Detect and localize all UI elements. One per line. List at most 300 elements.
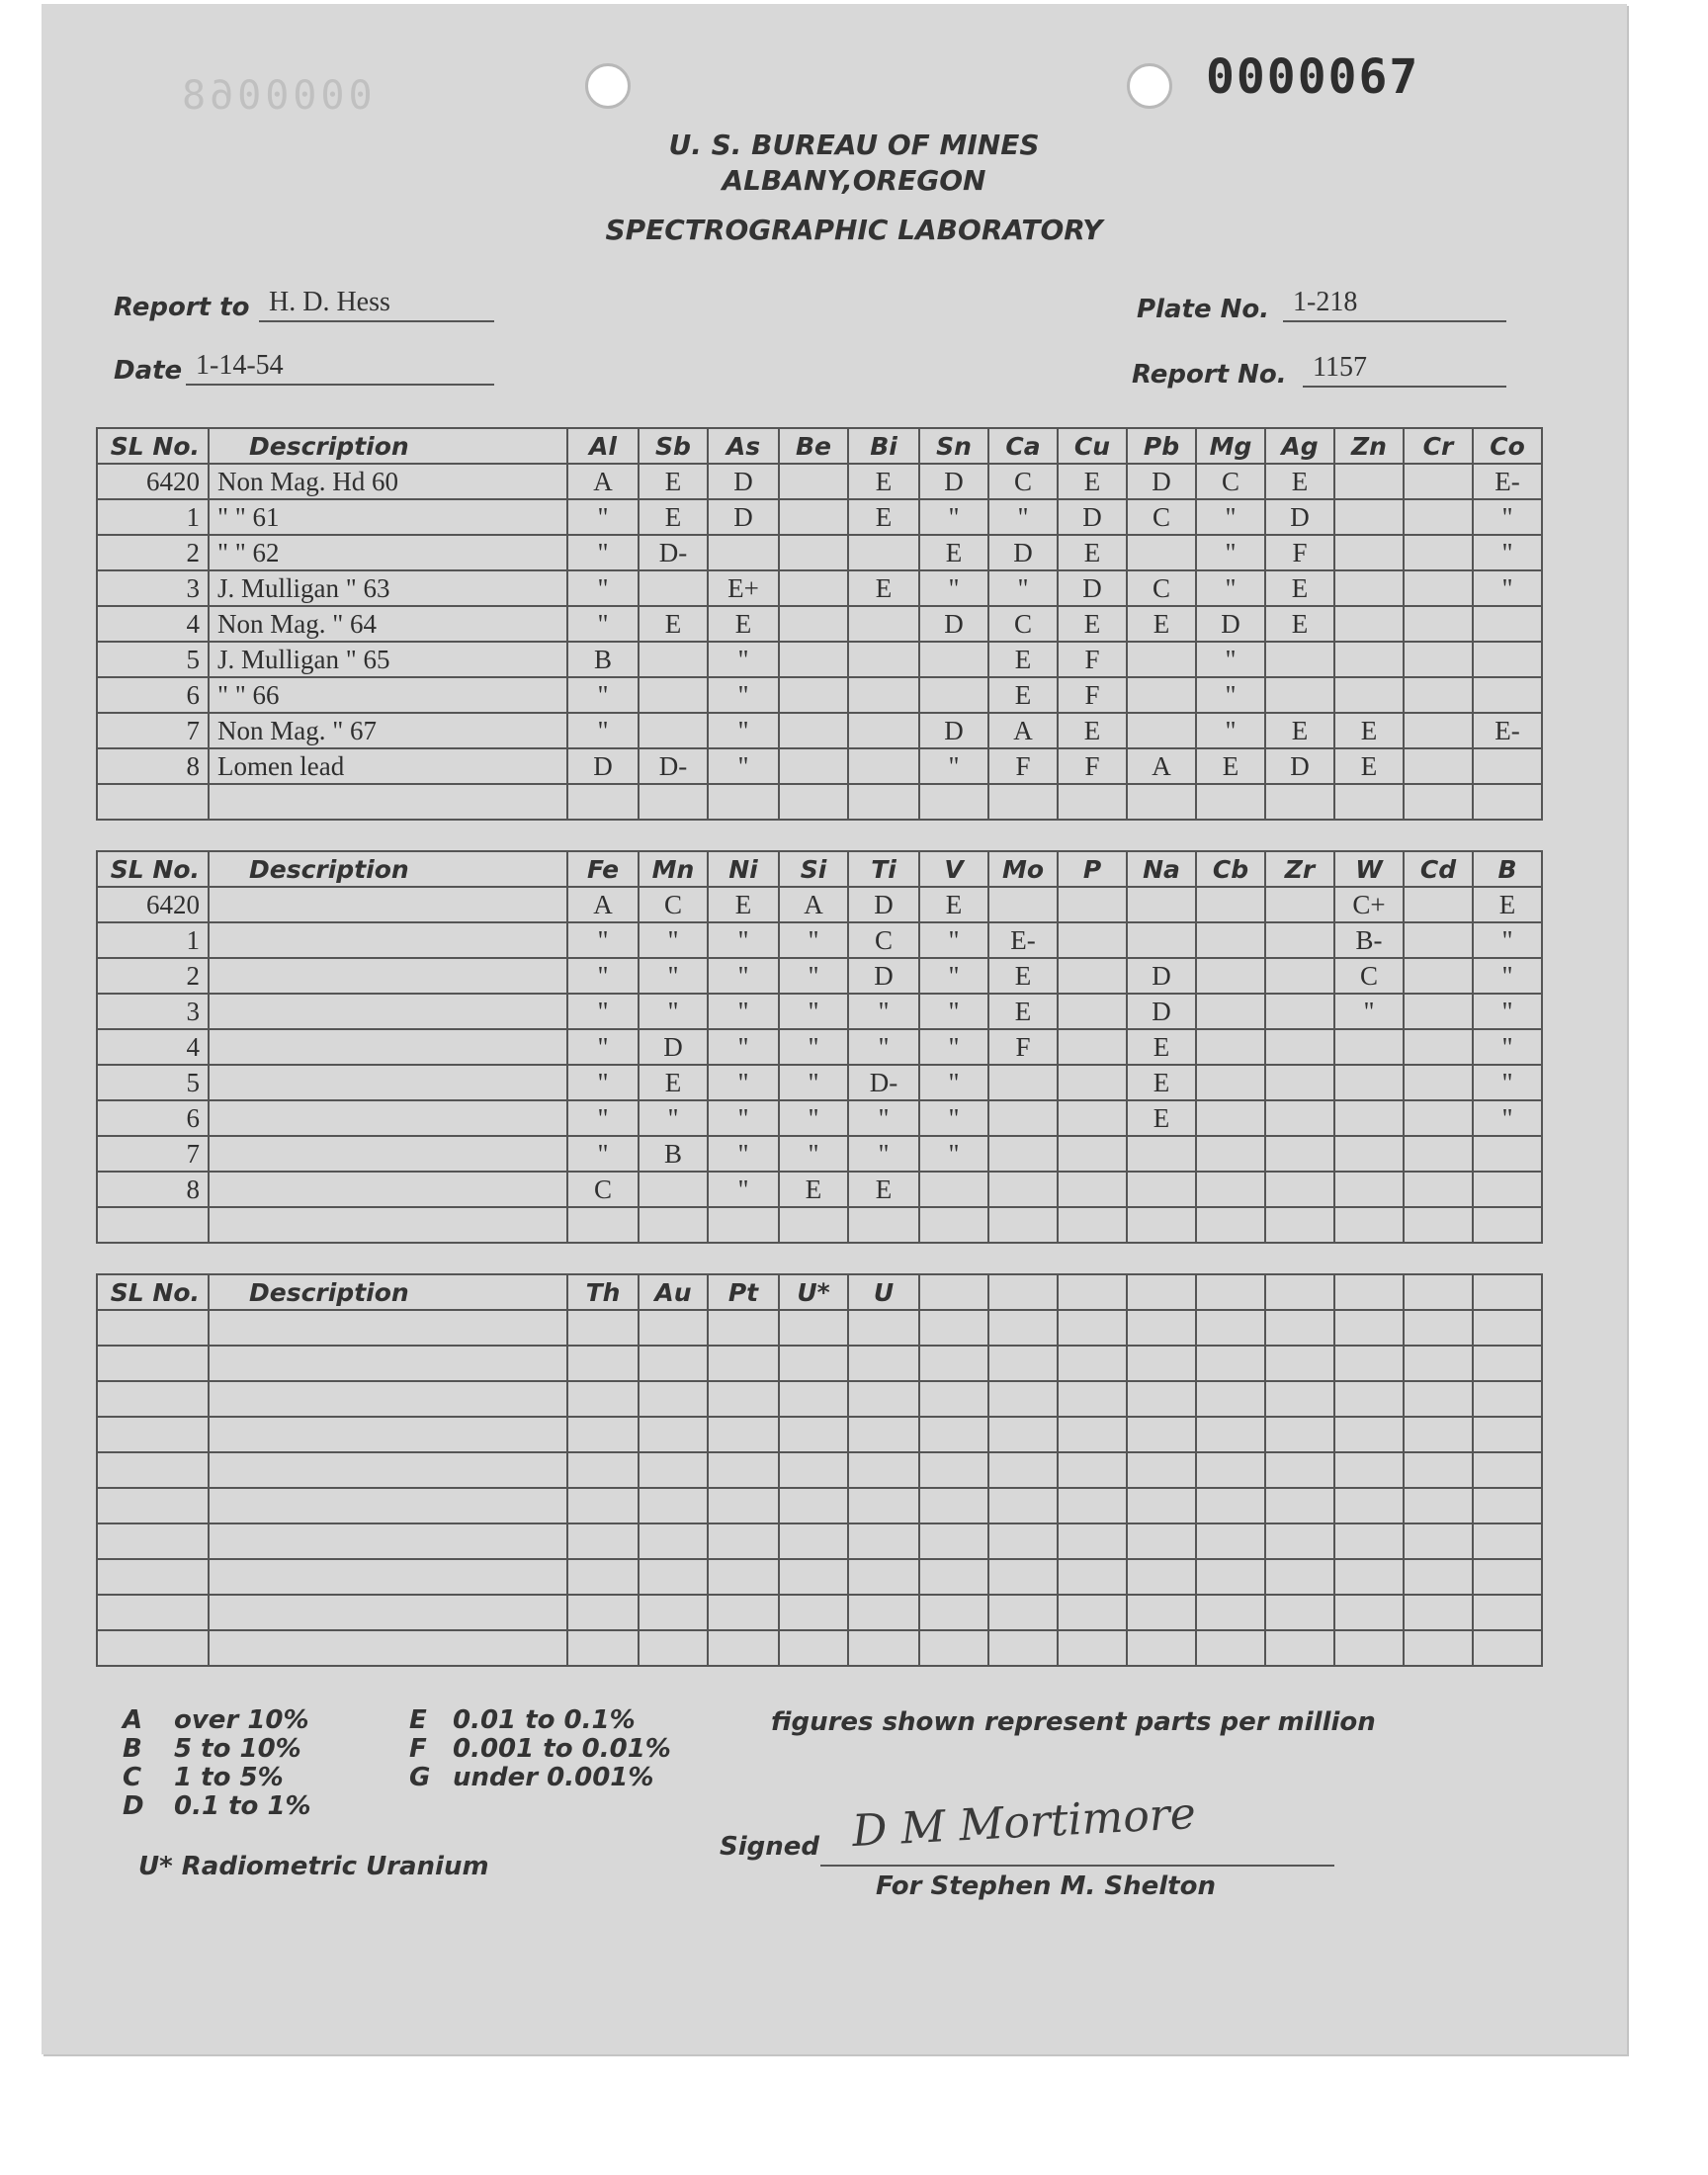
grade-cell xyxy=(1265,784,1334,820)
grade-cell xyxy=(1404,1207,1473,1243)
grade-cell xyxy=(639,1595,708,1630)
grade-cell xyxy=(1058,1100,1127,1136)
grade-cell: " xyxy=(848,1100,919,1136)
grade-cell: " xyxy=(779,922,848,958)
description-cell xyxy=(209,1065,567,1100)
grade-cell xyxy=(1127,642,1196,677)
grade-cell: D xyxy=(919,464,988,499)
grade-cell xyxy=(848,1310,919,1346)
grade-cell xyxy=(1473,1310,1542,1346)
grade-cell xyxy=(708,1452,779,1488)
grade-cell: " xyxy=(779,1029,848,1065)
sl-no-cell xyxy=(97,1488,209,1523)
grade-cell xyxy=(1334,784,1404,820)
table-row xyxy=(97,1595,1542,1630)
element-header: U xyxy=(848,1274,919,1310)
grade-cell xyxy=(567,1346,639,1381)
grade-cell: " xyxy=(1473,994,1542,1029)
element-header: Sb xyxy=(639,428,708,464)
description-cell: " " 61 xyxy=(209,499,567,535)
grade-cell xyxy=(1265,1417,1334,1452)
grade-cell xyxy=(1334,1065,1404,1100)
element-header xyxy=(988,1274,1058,1310)
grade-cell xyxy=(1265,1346,1334,1381)
grade-cell: E xyxy=(639,606,708,642)
grade-cell: A xyxy=(567,464,639,499)
grade-cell xyxy=(1265,1310,1334,1346)
description-cell xyxy=(209,922,567,958)
grade-cell xyxy=(567,1417,639,1452)
description-cell xyxy=(209,1559,567,1595)
grade-cell: D xyxy=(1058,499,1127,535)
grade-cell: " xyxy=(848,1029,919,1065)
grade-cell: C xyxy=(988,606,1058,642)
grade-cell: " xyxy=(919,958,988,994)
grade-cell xyxy=(848,784,919,820)
grade-cell xyxy=(1473,677,1542,713)
grade-cell: D- xyxy=(848,1065,919,1100)
sl-no-header: SL No. xyxy=(97,428,209,464)
grade-cell: D xyxy=(1058,570,1127,606)
grade-cell xyxy=(988,784,1058,820)
grade-cell: " xyxy=(988,499,1058,535)
grade-cell xyxy=(1473,748,1542,784)
description-cell xyxy=(209,1029,567,1065)
grade-cell: " xyxy=(567,922,639,958)
grade-cell xyxy=(919,1172,988,1207)
grade-cell xyxy=(1058,922,1127,958)
grade-cell xyxy=(988,1065,1058,1100)
grade-cell xyxy=(1196,1381,1265,1417)
grade-cell xyxy=(848,1630,919,1666)
table-row xyxy=(97,713,1542,748)
grade-cell xyxy=(639,1630,708,1666)
sl-no-cell: 2 xyxy=(97,535,209,570)
grade-cell xyxy=(639,570,708,606)
grade-cell xyxy=(1265,1452,1334,1488)
plate-label: Plate No. xyxy=(1137,295,1270,324)
element-header xyxy=(919,1274,988,1310)
grade-cell xyxy=(1127,1452,1196,1488)
grade-cell xyxy=(988,1207,1058,1243)
grade-cell xyxy=(848,642,919,677)
grade-cell xyxy=(1265,1523,1334,1559)
grade-cell: E+ xyxy=(708,570,779,606)
grade-cell: F xyxy=(1058,748,1127,784)
grade-cell xyxy=(1473,784,1542,820)
grade-cell xyxy=(988,1595,1058,1630)
grade-cell: F xyxy=(1265,535,1334,570)
grade-cell: E xyxy=(1127,606,1196,642)
grade-cell xyxy=(919,784,988,820)
grade-cell xyxy=(1058,1310,1127,1346)
element-header: Co xyxy=(1473,428,1542,464)
grade-cell xyxy=(988,1310,1058,1346)
table-row xyxy=(97,1346,1542,1381)
description-cell: Non Mag. Hd 60 xyxy=(209,464,567,499)
grade-cell xyxy=(567,1523,639,1559)
grade-cell xyxy=(1473,1207,1542,1243)
grade-cell xyxy=(1127,784,1196,820)
element-header: Ni xyxy=(708,851,779,887)
grade-cell xyxy=(1334,1559,1404,1595)
element-header: Cd xyxy=(1404,851,1473,887)
sl-no-cell: 6420 xyxy=(97,464,209,499)
sl-no-cell xyxy=(97,1207,209,1243)
element-header: W xyxy=(1334,851,1404,887)
grade-cell xyxy=(779,535,848,570)
ppm-note: figures shown represent parts per million xyxy=(771,1707,1376,1737)
grade-cell: " xyxy=(567,958,639,994)
grade-cell xyxy=(1404,606,1473,642)
grade-cell xyxy=(779,748,848,784)
date-label: Date xyxy=(114,356,183,386)
grade-cell xyxy=(567,1595,639,1630)
grade-cell xyxy=(1058,1630,1127,1666)
table-row xyxy=(97,1207,1542,1243)
grade-cell: D xyxy=(988,535,1058,570)
grade-cell xyxy=(1473,1559,1542,1595)
grade-cell xyxy=(779,1417,848,1452)
grade-cell: " xyxy=(848,994,919,1029)
legend-item: B 5 to 10% xyxy=(123,1734,301,1764)
grade-cell: C xyxy=(1196,464,1265,499)
grade-cell xyxy=(567,1452,639,1488)
sl-no-cell: 4 xyxy=(97,606,209,642)
element-header xyxy=(1196,1274,1265,1310)
grade-cell xyxy=(919,1207,988,1243)
grade-cell: E xyxy=(988,677,1058,713)
grade-cell xyxy=(639,642,708,677)
legend-item: A over 10% xyxy=(123,1705,309,1735)
element-header: Zr xyxy=(1265,851,1334,887)
grade-cell xyxy=(779,784,848,820)
grade-cell xyxy=(779,1381,848,1417)
grade-cell: " xyxy=(567,713,639,748)
grade-cell xyxy=(639,713,708,748)
grade-cell xyxy=(1058,1452,1127,1488)
grade-cell xyxy=(919,1559,988,1595)
description-cell xyxy=(209,958,567,994)
element-header: Zn xyxy=(1334,428,1404,464)
grade-cell: E xyxy=(1196,748,1265,784)
grade-cell: D xyxy=(848,887,919,922)
table-row xyxy=(97,1029,1542,1065)
description-cell xyxy=(209,887,567,922)
grade-cell: E xyxy=(779,1172,848,1207)
sl-no-cell: 6 xyxy=(97,1100,209,1136)
grade-cell: F xyxy=(988,1029,1058,1065)
grade-cell xyxy=(1127,887,1196,922)
grade-cell xyxy=(848,535,919,570)
grade-cell xyxy=(1265,1207,1334,1243)
grade-cell xyxy=(1196,958,1265,994)
grade-cell xyxy=(1058,1595,1127,1630)
grade-cell xyxy=(1334,677,1404,713)
report-to-value: H. D. Hess xyxy=(259,287,494,322)
grade-cell: " xyxy=(708,713,779,748)
grade-cell xyxy=(708,784,779,820)
table-row xyxy=(97,1488,1542,1523)
grade-cell xyxy=(1404,1381,1473,1417)
grade-cell: " xyxy=(919,922,988,958)
grade-cell xyxy=(779,606,848,642)
grade-cell xyxy=(919,1417,988,1452)
grade-cell: E xyxy=(1334,748,1404,784)
grade-cell xyxy=(779,1310,848,1346)
grade-cell xyxy=(1058,1065,1127,1100)
grade-cell xyxy=(848,606,919,642)
description-cell xyxy=(209,1172,567,1207)
grade-cell: D xyxy=(708,499,779,535)
table-row xyxy=(97,1559,1542,1595)
grade-cell: " xyxy=(1196,642,1265,677)
grade-cell xyxy=(1473,1452,1542,1488)
grade-cell xyxy=(1127,677,1196,713)
grade-cell: " xyxy=(919,1029,988,1065)
grade-cell xyxy=(1196,1065,1265,1100)
element-header: Au xyxy=(639,1274,708,1310)
grade-cell xyxy=(639,1452,708,1488)
grade-cell: E- xyxy=(1473,713,1542,748)
grade-cell: " xyxy=(567,1065,639,1100)
grade-cell xyxy=(988,1559,1058,1595)
grade-cell xyxy=(1196,1029,1265,1065)
grade-cell xyxy=(779,464,848,499)
grade-cell: D xyxy=(1196,606,1265,642)
grade-cell xyxy=(1473,1630,1542,1666)
grade-cell: C xyxy=(988,464,1058,499)
description-cell: " " 66 xyxy=(209,677,567,713)
grade-cell xyxy=(708,1310,779,1346)
sl-no-cell: 6420 xyxy=(97,887,209,922)
table-row xyxy=(97,499,1542,535)
table-row xyxy=(97,677,1542,713)
lab-title: SPECTROGRAPHIC LABORATORY xyxy=(605,214,1103,246)
element-header: Cr xyxy=(1404,428,1473,464)
element-header: As xyxy=(708,428,779,464)
sl-no-cell xyxy=(97,1452,209,1488)
grade-cell xyxy=(779,677,848,713)
grade-cell xyxy=(1404,1136,1473,1172)
element-header: Fe xyxy=(567,851,639,887)
grade-cell: E xyxy=(919,535,988,570)
grade-cell xyxy=(567,1207,639,1243)
grade-cell xyxy=(919,1346,988,1381)
grade-cell xyxy=(1058,1029,1127,1065)
sl-no-cell: 8 xyxy=(97,748,209,784)
grade-cell: C xyxy=(567,1172,639,1207)
grade-cell xyxy=(639,1207,708,1243)
sl-no-cell xyxy=(97,1381,209,1417)
grade-cell xyxy=(567,1488,639,1523)
uranium-note: U* Radiometric Uranium xyxy=(138,1852,489,1881)
punch-hole xyxy=(585,63,631,109)
grade-cell xyxy=(1334,1100,1404,1136)
grade-cell xyxy=(708,1523,779,1559)
grade-cell: " xyxy=(567,1029,639,1065)
grade-cell xyxy=(567,784,639,820)
grade-cell: E xyxy=(988,994,1058,1029)
grade-cell: " xyxy=(708,1172,779,1207)
grade-cell xyxy=(1127,1136,1196,1172)
grade-cell: " xyxy=(567,606,639,642)
grade-cell xyxy=(1334,1630,1404,1666)
sl-no-cell xyxy=(97,1346,209,1381)
grade-cell xyxy=(708,1381,779,1417)
grade-cell xyxy=(1265,1381,1334,1417)
handwritten-signature: D M Mortimore xyxy=(850,1787,1198,1858)
grade-cell xyxy=(779,1595,848,1630)
element-header xyxy=(1265,1274,1334,1310)
grade-cell: E xyxy=(1334,713,1404,748)
grade-cell xyxy=(1473,1417,1542,1452)
grade-cell xyxy=(567,1310,639,1346)
grade-cell xyxy=(1058,1346,1127,1381)
grade-cell xyxy=(639,1523,708,1559)
grade-cell xyxy=(779,713,848,748)
grade-cell xyxy=(1404,1452,1473,1488)
grade-cell: E xyxy=(848,464,919,499)
grade-cell xyxy=(1265,677,1334,713)
grade-cell: A xyxy=(1127,748,1196,784)
grade-cell xyxy=(1404,748,1473,784)
grade-cell xyxy=(1404,1029,1473,1065)
table-row xyxy=(97,958,1542,994)
grade-cell xyxy=(919,642,988,677)
grade-cell xyxy=(988,887,1058,922)
grade-cell xyxy=(848,1207,919,1243)
grade-cell xyxy=(1196,1595,1265,1630)
grade-cell: C xyxy=(639,887,708,922)
grade-cell: E xyxy=(639,499,708,535)
grade-cell xyxy=(848,748,919,784)
grade-cell xyxy=(1404,1172,1473,1207)
grade-cell: C+ xyxy=(1334,887,1404,922)
legend-col-2 xyxy=(409,1706,671,1792)
grade-cell xyxy=(848,713,919,748)
description-cell xyxy=(209,1488,567,1523)
grade-cell: " xyxy=(1473,1029,1542,1065)
grade-cell xyxy=(1404,994,1473,1029)
grade-cell xyxy=(708,1346,779,1381)
grade-cell xyxy=(1265,958,1334,994)
table-row xyxy=(97,570,1542,606)
report-to-label: Report to xyxy=(114,293,250,322)
grade-cell xyxy=(1127,1310,1196,1346)
element-header: Bi xyxy=(848,428,919,464)
grade-cell xyxy=(1404,570,1473,606)
element-header: Mn xyxy=(639,851,708,887)
grade-cell: " xyxy=(567,499,639,535)
grade-cell: " xyxy=(779,1136,848,1172)
grade-cell: " xyxy=(1473,958,1542,994)
grade-cell xyxy=(1196,887,1265,922)
grade-cell xyxy=(1404,464,1473,499)
description-header: Description xyxy=(209,428,567,464)
element-header: U* xyxy=(779,1274,848,1310)
grade-cell xyxy=(1334,1029,1404,1065)
grade-cell: " xyxy=(708,1100,779,1136)
grade-cell xyxy=(1334,1523,1404,1559)
grade-cell xyxy=(1196,1136,1265,1172)
table-header-row xyxy=(97,851,1542,887)
description-cell xyxy=(209,1452,567,1488)
table-row xyxy=(97,887,1542,922)
grade-cell xyxy=(639,1381,708,1417)
grade-cell: " xyxy=(1473,535,1542,570)
grade-cell: " xyxy=(779,1100,848,1136)
sl-no-cell: 1 xyxy=(97,922,209,958)
grade-cell xyxy=(1058,1559,1127,1595)
grade-cell xyxy=(1058,784,1127,820)
grade-cell xyxy=(1334,1136,1404,1172)
grade-cell xyxy=(919,1595,988,1630)
grade-cell xyxy=(1265,922,1334,958)
grade-cell xyxy=(988,1488,1058,1523)
grade-cell: C xyxy=(848,922,919,958)
sl-no-cell: 3 xyxy=(97,994,209,1029)
grade-cell xyxy=(1127,1523,1196,1559)
grade-cell: " xyxy=(1196,570,1265,606)
description-cell: Non Mag. " 64 xyxy=(209,606,567,642)
element-header: Si xyxy=(779,851,848,887)
grade-cell xyxy=(848,1488,919,1523)
grade-cell xyxy=(1127,713,1196,748)
grade-cell xyxy=(1265,1172,1334,1207)
grade-cell xyxy=(988,1452,1058,1488)
grade-cell: " xyxy=(919,748,988,784)
grade-cell xyxy=(1473,1488,1542,1523)
grade-cell xyxy=(1334,606,1404,642)
grade-cell: " xyxy=(1473,570,1542,606)
grade-cell xyxy=(1127,1207,1196,1243)
element-header: Th xyxy=(567,1274,639,1310)
grade-cell: C xyxy=(1127,499,1196,535)
grade-cell xyxy=(1404,677,1473,713)
grade-cell xyxy=(1334,1381,1404,1417)
grade-cell xyxy=(1404,499,1473,535)
element-header: Pb xyxy=(1127,428,1196,464)
grade-cell xyxy=(1196,1488,1265,1523)
grade-cell: A xyxy=(779,887,848,922)
grade-cell xyxy=(639,1488,708,1523)
element-header xyxy=(1334,1274,1404,1310)
table-row xyxy=(97,784,1542,820)
signature-line xyxy=(820,1865,1334,1867)
grade-cell: E xyxy=(708,887,779,922)
sl-no-cell: 7 xyxy=(97,1136,209,1172)
grade-cell: B- xyxy=(1334,922,1404,958)
grade-cell xyxy=(1404,1346,1473,1381)
grade-cell xyxy=(919,677,988,713)
grade-cell xyxy=(1127,1488,1196,1523)
grade-cell xyxy=(1127,1381,1196,1417)
punch-hole xyxy=(1127,63,1172,109)
grade-cell xyxy=(848,1452,919,1488)
agency-location: ALBANY,OREGON xyxy=(722,164,986,197)
grade-cell xyxy=(1404,1595,1473,1630)
grade-cell xyxy=(1404,1559,1473,1595)
element-header: Mg xyxy=(1196,428,1265,464)
sl-no-cell xyxy=(97,1523,209,1559)
grade-cell: E xyxy=(988,642,1058,677)
element-header: P xyxy=(1058,851,1127,887)
grade-cell: E xyxy=(708,606,779,642)
sl-no-cell xyxy=(97,784,209,820)
legend-item: D 0.1 to 1% xyxy=(123,1791,311,1821)
grade-cell xyxy=(919,1310,988,1346)
